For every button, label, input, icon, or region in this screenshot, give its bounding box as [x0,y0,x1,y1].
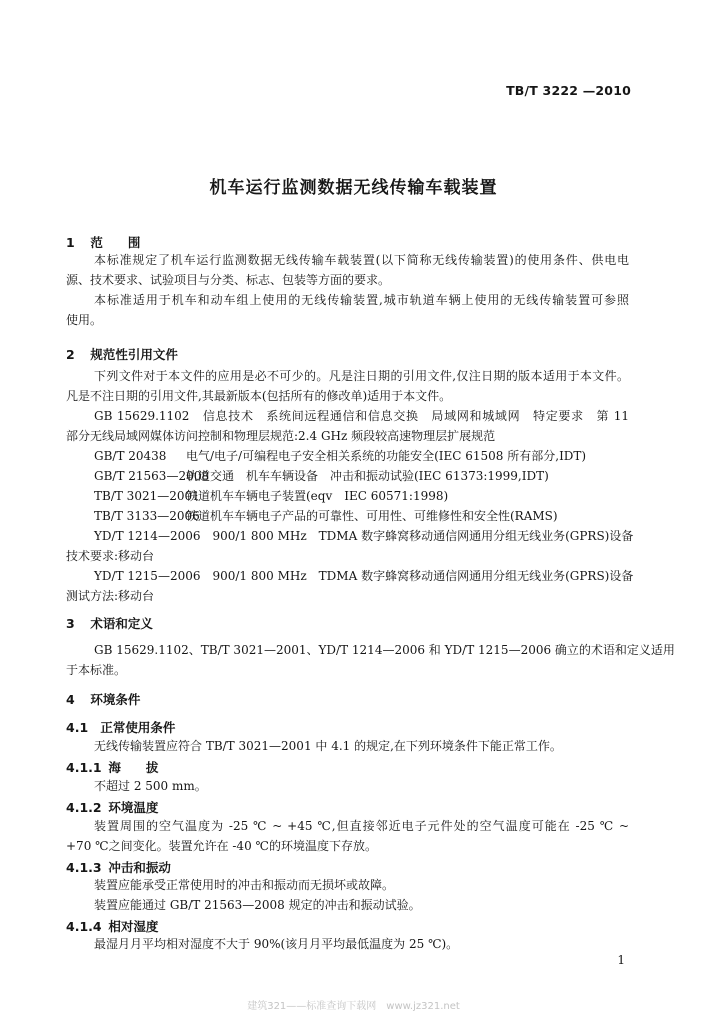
paragraph-line: +70 ℃之间变化。装置允许在 -40 ℃的环境温度下存放。 [66,839,377,853]
section-3-heading [66,614,153,632]
paragraph-line: 于本标准。 [66,663,127,677]
reference-entry: GB 15629.1102 信息技术 系统间远程通信和信息交换 局域网和城域网 特定要求 第 11 [94,409,629,423]
paragraph-line: 不超过 2 500 mm。 [94,779,207,793]
reference-code: GB/T 21563—2008 [94,469,209,483]
subsection-title: 环境温度 [108,800,159,815]
reference-code: GB/T 20438 [94,449,167,463]
section-1-heading [66,233,140,251]
subsection-title: 相对湿度 [108,919,159,934]
reference-code: TB/T 3021—2001 [94,489,200,503]
paragraph-line: 源、技术要求、试验项目与分类、标志、包装等方面的要求。 [66,273,391,287]
section-title: 环境条件 [90,692,141,707]
reference-title: 铁道机车车辆电子装置(eqv IEC 60571:1998) [186,489,449,503]
paragraph-line: 无线传输装置应符合 TB/T 3021—2001 中 4.1 的规定,在下列环境条件下能正常工作。 [94,739,562,753]
subsection-number: 4.1.4 [66,919,102,934]
subsection-number: 4.1.2 [66,800,102,815]
subsection-number: 4.1 [66,720,89,735]
paragraph-line: 装置应能通过 GB/T 21563—2008 规定的冲击和振动试验。 [94,898,421,912]
reference-entry-continued: 部分无线局域网媒体访问控制和物理层规范:2.4 GHz 频段较高速物理层扩展规范 [66,429,496,443]
subsection-4-1-2-heading [66,798,158,816]
paragraph-line: 最湿月月平均相对湿度不大于 90%(该月月平均最低温度为 25 ℃)。 [94,937,459,951]
section-number: 4 [66,692,75,707]
section-4-heading [66,690,140,708]
subsection-4-1-1-heading [66,758,158,776]
paragraph-line: GB 15629.1102、TB/T 3021—2001、YD/T 1214—2006 和 YD/T 1215—2006 确立的术语和定义适用 [94,643,675,657]
reference-title: 电气/电子/可编程电子安全相关系统的功能安全(IEC 61508 所有部分,IDT) [186,449,587,463]
paragraph-line: 本标准规定了机车运行监测数据无线传输车载装置(以下简称无线传输装置)的使用条件、供电电 [94,253,629,267]
reference-entry [94,466,549,486]
reference-entry [94,506,558,526]
subsection-title: 海 拔 [108,760,159,775]
reference-entry: YD/T 1214—2006 900/1 800 MHz TDMA 数字蜂窝移动通信网通用分组无线业务(GPRS)设备 [94,529,634,543]
paragraph-line: 下列文件对于本文件的应用是必不可少的。凡是注日期的引用文件,仅注日期的版本适用于本文件。 [94,369,629,383]
paragraph-line: 装置周围的空气温度为 -25 ℃ ~ +45 ℃,但直接邻近电子元件处的空气温度可能在 -25 ℃ ~ [94,819,629,833]
subsection-4-1-4-heading [66,917,158,935]
reference-entry-continued: 技术要求:移动台 [66,549,155,563]
subsection-number: 4.1.1 [66,760,102,775]
section-title: 规范性引用文件 [90,347,178,362]
reference-entry: YD/T 1215—2006 900/1 800 MHz TDMA 数字蜂窝移动通信网通用分组无线业务(GPRS)设备 [94,569,634,583]
subsection-title: 正常使用条件 [100,720,176,735]
standard-number: TB/T 3222 —2010 [506,83,631,98]
reference-title: 铁道机车车辆电子产品的可靠性、可用性、可维修性和安全性(RAMS) [186,509,558,523]
paragraph-line: 装置应能承受正常使用时的冲击和振动而无损坏或故障。 [94,878,395,892]
watermark: 建筑321——标准查询下载网 www.jz321.net [247,1001,460,1012]
section-title: 术语和定义 [90,616,153,631]
document-title: 机车运行监测数据无线传输车载装置 [209,178,498,198]
subsection-number: 4.1.3 [66,860,102,875]
reference-entry [94,486,448,506]
reference-entry-continued: 测试方法:移动台 [66,589,155,603]
section-number: 3 [66,616,75,631]
paragraph-line: 凡是不注日期的引用文件,其最新版本(包括所有的修改单)适用于本文件。 [66,389,452,403]
reference-title: 轨道交通 机车车辆设备 冲击和振动试验(IEC 61373:1999,IDT) [186,469,549,483]
section-number: 2 [66,347,75,362]
section-2-heading [66,345,178,363]
section-title: 范 围 [90,235,141,250]
subsection-4-1-3-heading [66,858,171,876]
section-number: 1 [66,235,75,250]
subsection-title: 冲击和振动 [108,860,171,875]
page-number: 1 [617,953,625,967]
paragraph-line: 使用。 [66,313,103,327]
paragraph-line: 本标准适用于机车和动车组上使用的无线传输装置,城市轨道车辆上使用的无线传输装置可参照 [94,293,629,307]
reference-code: TB/T 3133—2006 [94,509,200,523]
subsection-4-1-heading [66,718,175,736]
reference-entry [94,446,586,466]
